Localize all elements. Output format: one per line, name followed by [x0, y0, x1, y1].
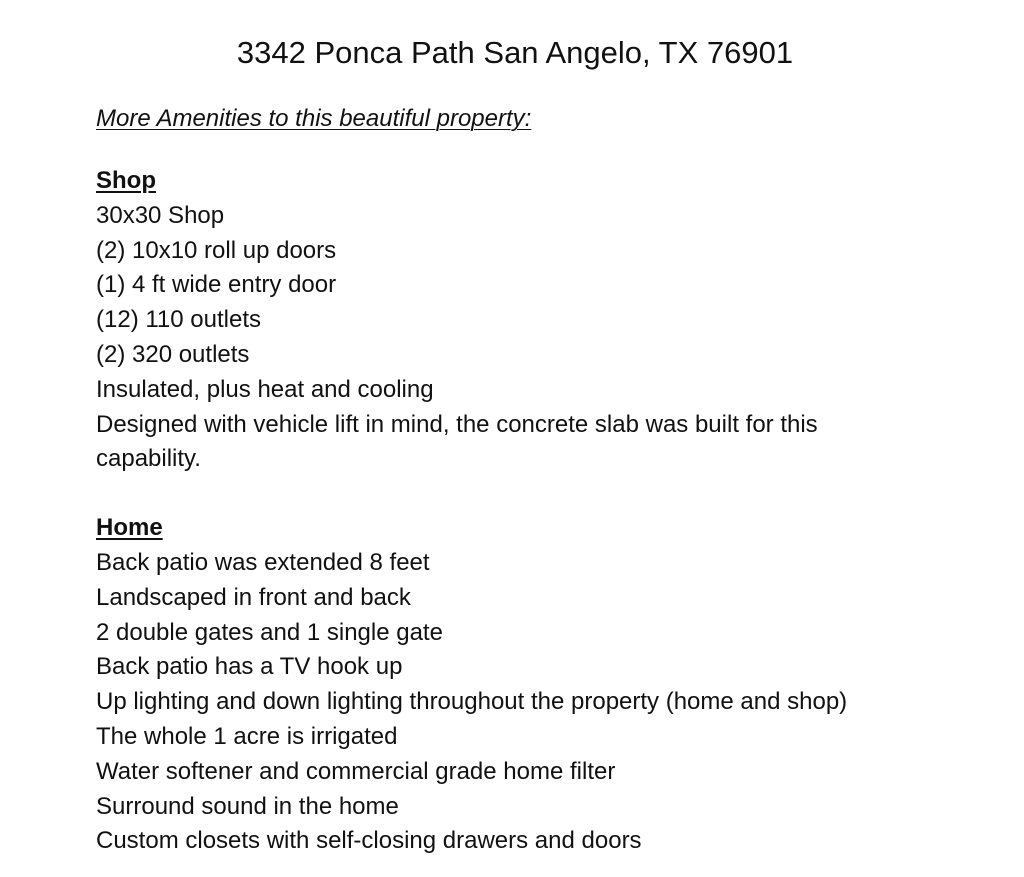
home-item: Surround sound in the home	[96, 792, 399, 820]
shop-item: (2) 320 outlets	[96, 340, 250, 368]
home-item: Custom closets with self-closing drawers and doors	[96, 827, 642, 855]
shop-item: 30x30 Shop	[96, 201, 225, 229]
shop-item: Designed with vehicle lift in mind, the concrete slab was built for this capability.	[96, 410, 818, 473]
shop-item: (2) 10x10 roll up doors	[96, 236, 337, 264]
home-item: Landscaped in front and back	[96, 583, 411, 611]
amenities-subtitle: More Amenities to this beautiful property:	[96, 105, 532, 132]
document-content	[96, 102, 956, 859]
home-item: Back patio has a TV hook up	[96, 653, 403, 681]
shop-section	[96, 164, 956, 477]
section-heading-shop: Shop	[96, 167, 156, 194]
home-item: Back patio was extended 8 feet	[96, 548, 430, 576]
shop-item: (12) 110 outlets	[96, 306, 261, 334]
shop-item: Insulated, plus heat and cooling	[96, 375, 434, 403]
section-spacer	[96, 477, 956, 511]
home-item: Water softener and commercial grade home filter	[96, 757, 616, 785]
home-item: The whole 1 acre is irrigated	[96, 722, 398, 750]
home-item: 2 double gates and 1 single gate	[96, 618, 443, 646]
page-title: 3342 Ponca Path San Angelo, TX 76901	[236, 35, 794, 70]
home-section	[96, 511, 956, 859]
spacer	[96, 137, 956, 164]
shop-item: (1) 4 ft wide entry door	[96, 271, 337, 299]
section-heading-home: Home	[96, 514, 163, 542]
home-item: Up lighting and down lighting throughout the property (home and shop)	[96, 688, 848, 716]
